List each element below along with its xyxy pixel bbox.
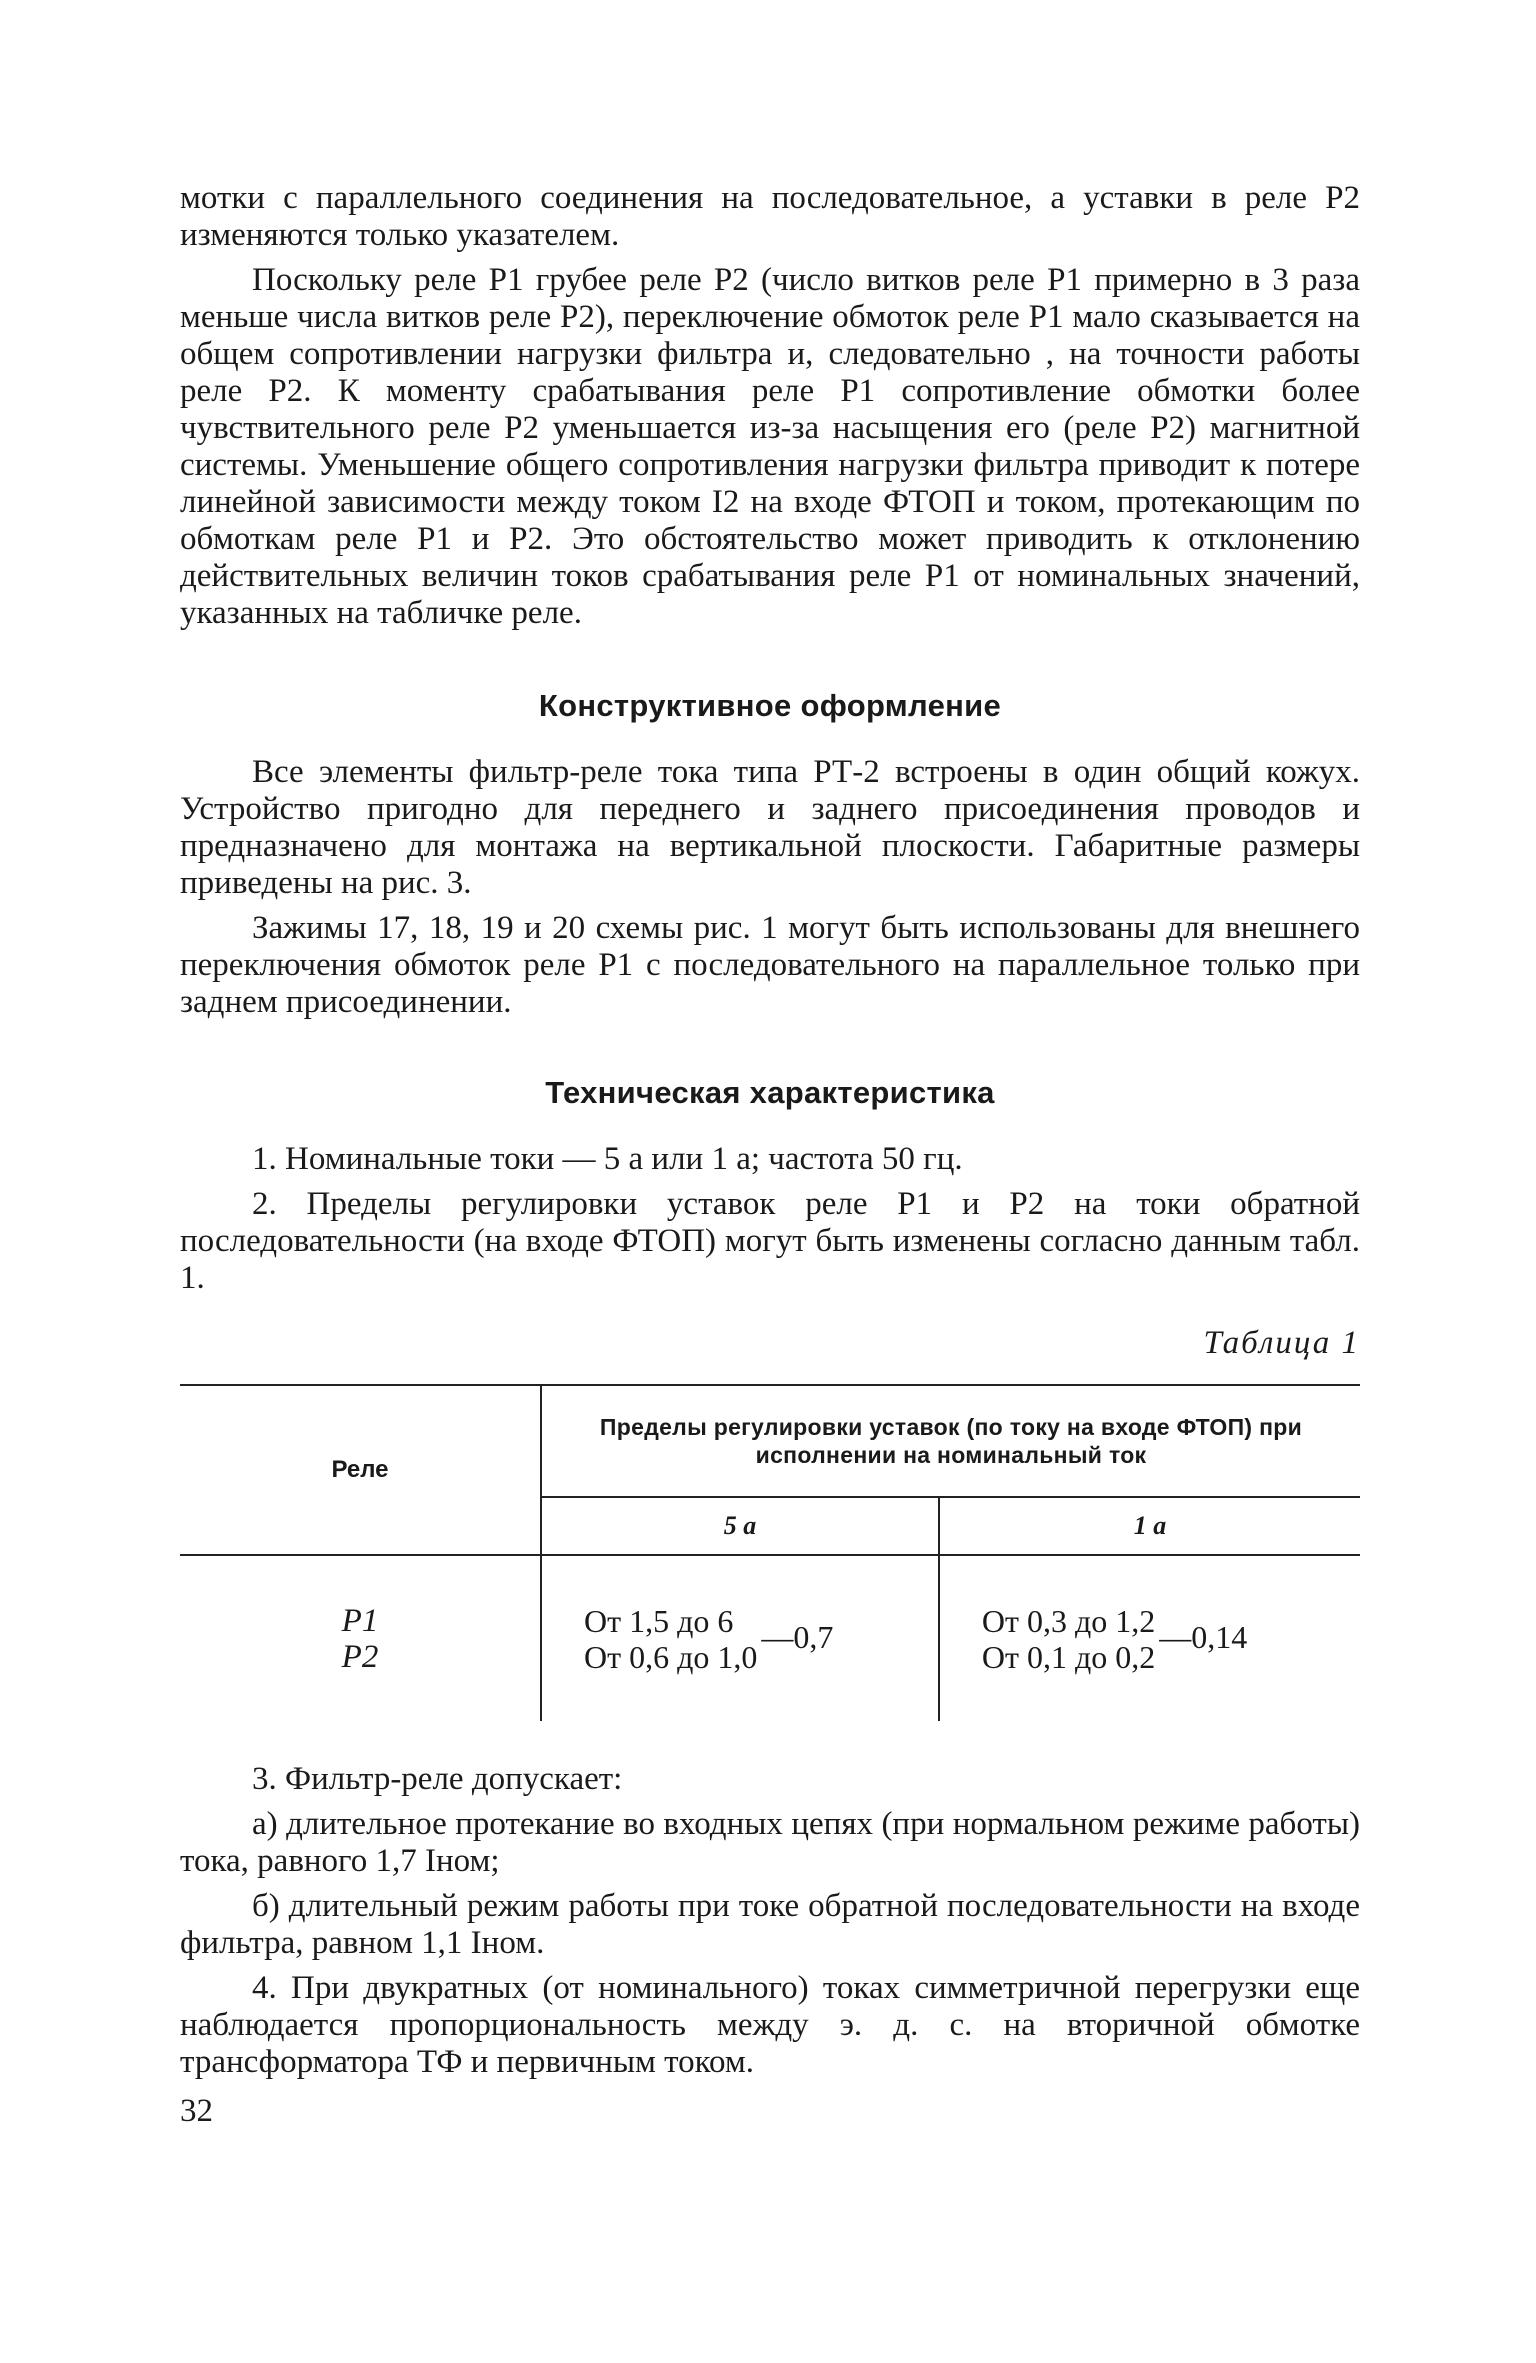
relay-cell (180, 1555, 541, 1721)
spec-item-3b: б) длительный режим работы при токе обратной последовательности на входе фильтра, равном 1,1 Iном. (180, 1888, 1360, 1961)
spec-item-2: 2. Пределы регулировки уставок реле Р1 и Р2 на токи обратной последовательности (на входе ФТОП) могут быть изменены согласно данным табл. 1. (180, 1186, 1360, 1296)
relay-name-p2: Р2 (341, 1638, 379, 1675)
paragraph-housing: Все элементы фильтр-реле тока типа РТ-2 встроены в один общий кожух. Устройство пригодно для переднего и заднего присоединения проводов и предназначено для монтажа на вертикальной плоскости. Габаритные размеры приведены на рис. 3. (180, 754, 1360, 901)
table-row (180, 1555, 1360, 1721)
spec-item-4: 4. При двукратных (от номинального) токах симметричной перегрузки еще наблюдается пропорциональность между э. д. с. на вторичной обмотке трансформатора ТФ и первичным током. (180, 1970, 1360, 2080)
column-header-relay: Реле (180, 1385, 541, 1555)
column-header-group: Пределы регулировки уставок (по току на входе ФТОП) при исполнении на номинальный ток (541, 1385, 1360, 1497)
spec-list-continued (180, 1761, 1360, 2081)
spec-item-1: 1. Номинальные токи — 5 а или 1 а; частота 50 гц. (252, 1141, 963, 1177)
paragraph-terminals: Зажимы 17, 18, 19 и 20 схемы рис. 1 могут быть использованы для внешнего переключения обмоток реле Р1 с последовательного на параллельное только при заднем присоединении. (180, 910, 1360, 1020)
value-p1-5a: От 1,5 до 6 (584, 1602, 734, 1639)
page-number: 32 (180, 2093, 213, 2129)
heading-specs: Техническая характеристика (545, 1075, 995, 1110)
values-5a-cell (541, 1555, 939, 1721)
paragraph-relay-sensitivity: Поскольку реле Р1 грубее реле Р2 (число витков реле Р1 примерно в 3 раза меньше числа витков реле Р2), переключение обмоток реле Р1 мало сказывается на общем сопротивлении нагрузки фильтра и, следовательно , на точности работы реле Р2. К моменту срабатывания реле Р1 сопротивление обмотки более чувствительного реле Р2 уменьшается из-за насыщения его (реле Р2) магнитной системы. Уменьшение общего сопротивления нагрузки фильтра приводит к потере линейной зависимости между током I2 на входе ФТОП и током, протекающим по обмоткам реле Р1 и Р2. Это обстоятельство может приводить к отклонению действительных величин токов срабатывания реле Р1 от номинальных значений, указанных на табличке реле. (180, 262, 1360, 631)
value-p2-5a: От 0,6 до 1,0 (584, 1638, 758, 1675)
value-p2-1a: От 0,1 до 0,2 (981, 1638, 1156, 1675)
column-header-5a: 5 а (541, 1497, 939, 1555)
spec-item-3a: а) длительное протекание во входных цепях (при нормальном режиме работы) тока, равного 1,7 Iном; (180, 1806, 1360, 1879)
settings-table (180, 1384, 1360, 1721)
document-page (180, 180, 1360, 2130)
values-1a-cell (939, 1555, 1360, 1721)
value-p1-1a: От 0,3 до 1,2 (981, 1602, 1156, 1639)
paragraph-continuation: мотки с параллельного соединения на последовательное, а уставки в реле Р2 изменяются только указателем. (180, 180, 1360, 253)
table-header-row (180, 1385, 1360, 1497)
table-caption: Таблица 1 (1203, 1325, 1360, 1361)
heading-design: Конструктивное оформление (538, 688, 1002, 723)
tolerance-1a: —0,14 (1159, 1618, 1248, 1655)
tolerance-5a: —0,7 (761, 1618, 834, 1655)
spec-item-3: 3. Фильтр-реле допускает: (252, 1761, 623, 1797)
column-header-1a: 1 а (939, 1497, 1360, 1555)
relay-name-p1: Р1 (341, 1602, 379, 1639)
